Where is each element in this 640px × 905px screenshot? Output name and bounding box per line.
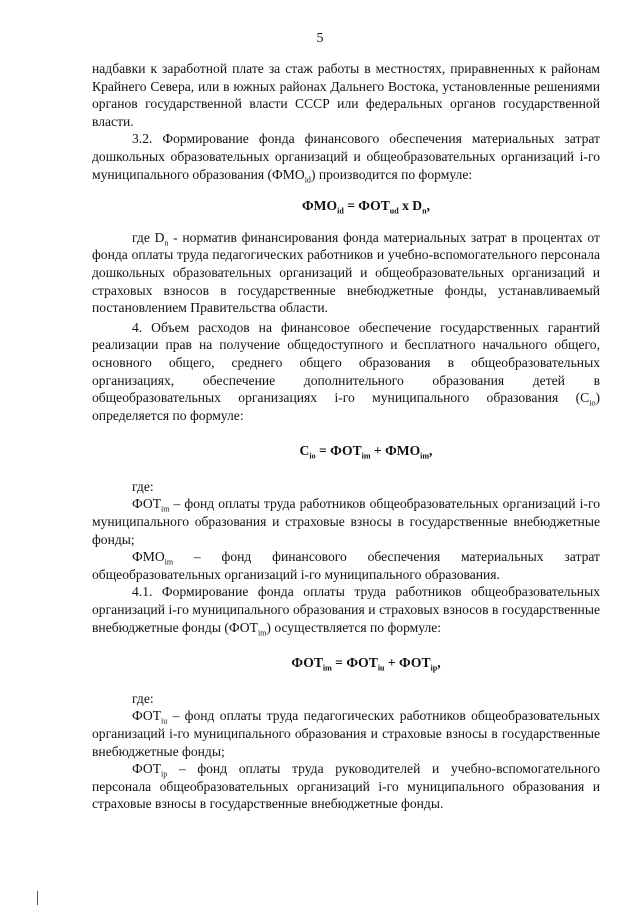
paragraph-4: 4. Объем расходов на финансовое обеспечение государственных гарантий реализации прав на получение общедоступного и бесплатного начального общего, основного общего, среднего общего образования в общеобразовательных организациях, обеспечение дополнительного образования детей в общеобразовательных организациях i-го муниципального образования $(C_{io})$ определяется по формуле:	[92, 319, 600, 423]
paragraph-dn-definition: где $D_n$ - норматив финансирования фонда материальных затрат в процентах от фонда оплаты труда педагогических работников и учебно-вспомогательного персонала дошкольных образовательных организаций и общеобразовательных организаций и страховых взносов в государственные внебюджетные фонды, устанавливаемый постановлением Правительства области.	[92, 229, 600, 316]
document-body	[92, 60, 600, 813]
formula-cio: $C_{io} = ФОТ_{im} + ФМО_{im}$,	[299, 443, 433, 461]
scan-edge-mark	[37, 891, 38, 905]
definition-fot-iu: $ФОТ_{iu}$ – фонд оплаты труда педагогических работников общеобразовательных организаций i-го муниципального образования и страховые взносы в государственные внебюджетные фонды;	[92, 708, 600, 759]
definition-fmo-im: $ФМО_{im}$ – фонд финансового обеспечения материальных затрат общеобразовательных организаций i-го муниципального образования.	[92, 549, 600, 582]
paragraph-allowances: надбавки к заработной плате за стаж работы в местностях, приравненных к районам Крайнего Севера, или в южных районах Дальнего Востока, установленные решениями органов государственной власти СССР или федеральных органов государственной власти.	[92, 61, 600, 129]
paragraph-3-2: 3.2. Формирование фонда финансового обеспечения материальных затрат дошкольных образовательных организаций и общеобразовательных организаций i-го муниципального образования $(ФМО_{id})$ производится по формуле:	[92, 131, 600, 185]
definition-fot-ip: $ФОТ_{ip}$ – фонд оплаты труда руководителей и учебно-вспомогательного персонала общеобразовательных организаций i-го муниципального образования и страховые взносы в государственные внебюджетные фонды.	[92, 761, 600, 812]
formula-fot-im: $ФОТ_{im} = ФОТ_{iu} + ФОТ_{ip}$,	[291, 655, 441, 673]
page-number: 5	[316, 31, 324, 46]
where-label-1: где:	[132, 478, 154, 494]
where-label-2: где:	[132, 690, 154, 706]
paragraph-4-1: 4.1. Формирование фонда оплаты труда работников общеобразовательных организаций i-го муниципального образования и страховых взносов в государственные внебюджетные фонды $(ФОТ_{im})$ осуществляется по формуле:	[92, 584, 600, 638]
definition-fot-im: $ФОТ_{im}$ – фонд оплаты труда работников общеобразовательных организаций i-го муниципального образования и страховые взносы в государственные внебюджетные фонды;	[92, 496, 600, 547]
formula-fmo: $ФМО_{id} = ФОТ_{ud}$ x $D_n$,	[302, 198, 430, 216]
